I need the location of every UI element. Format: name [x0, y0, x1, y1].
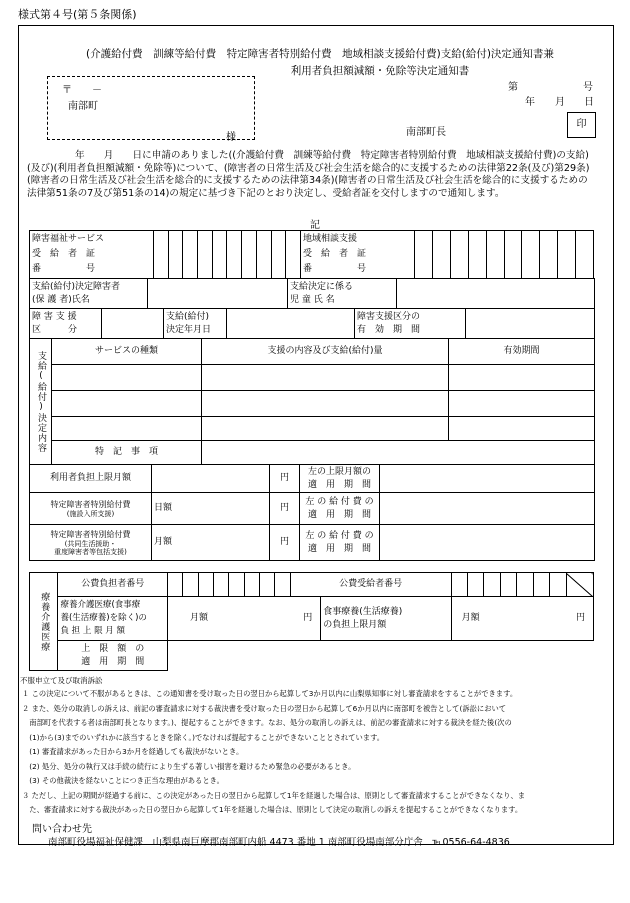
date-hi: 日 — [584, 97, 594, 108]
note-line: ２ また、処分の取消しの訴えは、前記の審査請求に対する裁決書を受け取った日の翌日から起算して6か月以内に南部町を被告として(訴訟において — [22, 703, 507, 713]
digit-cell[interactable] — [183, 231, 198, 279]
medical-period-value[interactable] — [167, 641, 593, 671]
benefit-period-value[interactable] — [380, 493, 595, 525]
digit-cell[interactable] — [286, 231, 301, 279]
digit-cell[interactable] — [550, 573, 566, 597]
meal-month-label: 月額 — [461, 613, 480, 623]
medical-cap-value[interactable] — [167, 597, 320, 641]
digit-cell[interactable] — [486, 231, 504, 279]
digit-cell[interactable] — [153, 231, 168, 279]
digit-cell[interactable] — [558, 231, 576, 279]
meal-yen: 円 — [575, 613, 585, 623]
special-notes-value[interactable] — [202, 441, 595, 465]
contact-title: 問い合わせ先 — [32, 824, 92, 835]
digit-cell[interactable] — [213, 573, 228, 597]
form-number: 様式第４号(第５条関係) — [18, 8, 137, 21]
digit-cell[interactable] — [451, 231, 469, 279]
names-table — [29, 278, 595, 309]
child-name-label: 支給決定に係る 児 童 氏 名 — [288, 279, 397, 309]
medical-period-label: 上 限 額 の 適 用 期 間 — [58, 641, 168, 671]
digit-cell[interactable] — [504, 231, 522, 279]
digit-cell[interactable] — [522, 231, 540, 279]
col-content: 支援の内容及び支給(給付)量 — [202, 339, 449, 365]
support-category-label: 障 害 支 援 区 分 — [30, 309, 102, 339]
digit-cell[interactable] — [467, 573, 483, 597]
consult-label: 地域相談支援 受 給 者 証 番 号 — [300, 231, 414, 279]
payer-no-label: 公費負担者番号 — [58, 573, 168, 597]
month-yen: 円 — [270, 525, 300, 561]
seal-box — [567, 112, 596, 138]
cap-yen: 円 — [270, 465, 300, 493]
date-tsuki: 月 — [555, 97, 565, 108]
medical-side-label: 療養介護医療 — [30, 573, 58, 671]
content-cell[interactable] — [202, 391, 449, 417]
day-yen: 円 — [270, 493, 300, 525]
cap-label: 利用者負担上限月額 — [30, 465, 152, 493]
day-amount-label: 日額 — [154, 503, 173, 513]
title-line2: 利用者負担額減額・免除等決定通知書 — [290, 65, 470, 77]
medical-month-label: 月額 — [189, 613, 208, 623]
recipient-label: 障害福祉サービス 受 給 者 証 番 号 — [30, 231, 154, 279]
tokutei2-label: 特定障害者特別給付費 (共同生活援助・ 重度障害者等包括支援) — [30, 525, 152, 561]
benefit-period-value-2[interactable] — [380, 525, 595, 561]
decision-date-value[interactable] — [227, 309, 355, 339]
digit-cell[interactable] — [229, 573, 244, 597]
digit-cell[interactable] — [275, 573, 290, 597]
doc-no-dai: 第 — [508, 82, 518, 93]
digit-cell[interactable] — [451, 573, 467, 597]
diagonal-cell — [566, 573, 593, 597]
title-line1: (介護給付費 訓練等給付費 特定障害者特別給付費 地域相談支援給付費)支給(給付)決定通知書兼 — [86, 48, 554, 60]
period-cell[interactable] — [449, 417, 595, 441]
day-amount-cell[interactable] — [152, 493, 270, 525]
decision-date-label: 支給(給付) 決定年月日 — [164, 309, 227, 339]
note-line: (3) その他裁決を経ないことにつき正当な理由があるとき。 — [22, 776, 224, 785]
col-service-type: サービスの種類 — [52, 339, 202, 365]
ki-label: 記 — [310, 220, 320, 231]
benefit-period-label-2: 左 の 給 付 費 の 適 用 期 間 — [300, 525, 380, 561]
digit-cell[interactable] — [271, 231, 286, 279]
digit-cell[interactable] — [484, 573, 500, 597]
child-name-value[interactable] — [397, 279, 595, 309]
category-table — [29, 308, 595, 339]
note-line: ３ ただし、上記の期間が経過する前に、この決定があった日の翌日から起算して1年を経過した場合は、原則として審査請求することができなくなり、ま — [22, 790, 526, 800]
decision-content-table — [29, 338, 595, 465]
note-line: (1)から(3)までのいずれかに該当するときを除く。)でなければ提起することができないこととされています。 — [22, 732, 385, 742]
period-cell[interactable] — [449, 365, 595, 391]
digit-cell[interactable] — [212, 231, 227, 279]
digit-cell[interactable] — [168, 231, 183, 279]
decided-person-label: 支給(給付)決定障害者 (保 護 者)氏名 — [30, 279, 148, 309]
cap-value[interactable] — [152, 465, 270, 493]
receiver-no-label: 公費受給者番号 — [290, 573, 451, 597]
issuer: 南部町長 — [406, 127, 446, 138]
digit-cell[interactable] — [259, 573, 274, 597]
digit-cell[interactable] — [540, 231, 558, 279]
service-cell[interactable] — [52, 391, 202, 417]
seal-mark: 印 — [576, 119, 587, 130]
tokutei1-label: 特定障害者特別給付費 (施設入所支援) — [30, 493, 152, 525]
content-cell[interactable] — [202, 417, 449, 441]
month-amount-cell[interactable] — [152, 525, 270, 561]
digit-cell[interactable] — [183, 573, 198, 597]
notes-list — [22, 687, 612, 818]
service-cell[interactable] — [52, 417, 202, 441]
category-period-label: 障害支援区分の 有 効 期 間 — [355, 309, 466, 339]
digit-cell[interactable] — [256, 231, 271, 279]
digit-cell[interactable] — [415, 231, 433, 279]
cap-table — [29, 464, 595, 561]
benefit-period-label: 左 の 給 付 費 の 適 用 期 間 — [300, 493, 380, 525]
contact-line: 南部町役場福祉保健課 山梨県南巨摩郡南部町内船 4473 番地 1 南部町役場南部分庁舎 ℡0556-64-4836 — [48, 837, 510, 848]
body-text: 年 月 日に申請のありました((介護給付費 訓練等給付費 特定障害者特別給付費 地域相談支援給付費)の支給)(及び)(利用者負担額減額・免除等)について、(障害者の日常生活及び社会生活を総合的に支援するための法律第22条(及び)第29条)(障害者の日常生活及び社会生活を総合的に支援するための法律第34条)(障害者の日常生活及び社会生活を総合的に支援するための法律第51条の7及び第51条の14)の規定に基づき下記のとおり決定し、受給者証を交付しますので通知します。 — [27, 150, 590, 199]
service-cell[interactable] — [52, 365, 202, 391]
meal-cap-label: 食事療養(生活療養) の負担上限月額 — [321, 597, 451, 641]
note-line: 南部町を代表する者は南部町長となります。)、提起することができます。なお、処分の取消しの訴えは、前記の審査請求に対する裁決を経た後(次の — [22, 718, 512, 727]
col-period: 有効期間 — [449, 339, 595, 365]
decided-person-value[interactable] — [148, 279, 288, 309]
honorific: 様 — [226, 132, 236, 143]
digit-cell[interactable] — [500, 573, 516, 597]
medical-table — [29, 572, 594, 671]
recipient-number-table — [29, 230, 594, 279]
month-amount-label: 月額 — [154, 537, 173, 547]
digit-cell[interactable] — [227, 231, 242, 279]
note-line: (1) 審査請求があった日から3か月を経過しても裁決がないとき。 — [22, 747, 244, 756]
digit-cell[interactable] — [533, 573, 549, 597]
digit-cell[interactable] — [433, 231, 451, 279]
cap-period-label: 左の上限月額の 適 用 期 間 — [300, 465, 380, 493]
doc-no-go: 号 — [583, 82, 593, 93]
period-cell[interactable] — [449, 391, 595, 417]
digit-cell[interactable] — [244, 573, 259, 597]
digit-cell[interactable] — [167, 573, 182, 597]
note-line: １ この決定について不服があるときは、この通知書を受け取った日の翌日から起算して3か月以内に山梨県知事に対し審査請求をすることができます。 — [22, 689, 518, 698]
support-category-value[interactable] — [102, 309, 164, 339]
meal-cap-value[interactable] — [451, 597, 593, 641]
date-nen: 年 — [525, 97, 535, 108]
address-town: 南部町 — [68, 101, 98, 112]
notes-title: 不服申立て及び取消訴訟 — [20, 676, 103, 685]
category-period-value[interactable] — [466, 309, 595, 339]
note-line: (2) 処分、処分の執行又は手続の続行により生ずる著しい損害を避けるため緊急の必要があるとき。 — [22, 761, 356, 771]
postal-code: 〒 － — [62, 85, 102, 96]
digit-cell[interactable] — [242, 231, 257, 279]
decision-side-label: 支給(給付)決定内容 — [30, 339, 52, 465]
note-line: た、審査請求に対する裁決があった日の翌日から起算して1年を経過した場合は、原則として決定の取消しの訴えを提起することができなくなります。 — [22, 805, 523, 814]
digit-cell[interactable] — [576, 231, 594, 279]
digit-cell[interactable] — [468, 231, 486, 279]
special-notes-label: 特 記 事 項 — [52, 441, 202, 465]
digit-cell[interactable] — [198, 231, 213, 279]
medical-cap-label: 療養介護医療(食事療 養(生活療養)を除く)の 負 担 上 限 月 額 — [58, 597, 168, 641]
digit-cell[interactable] — [517, 573, 533, 597]
medical-yen: 円 — [303, 613, 313, 623]
cap-period-value[interactable] — [380, 465, 595, 493]
content-cell[interactable] — [202, 365, 449, 391]
digit-cell[interactable] — [198, 573, 213, 597]
